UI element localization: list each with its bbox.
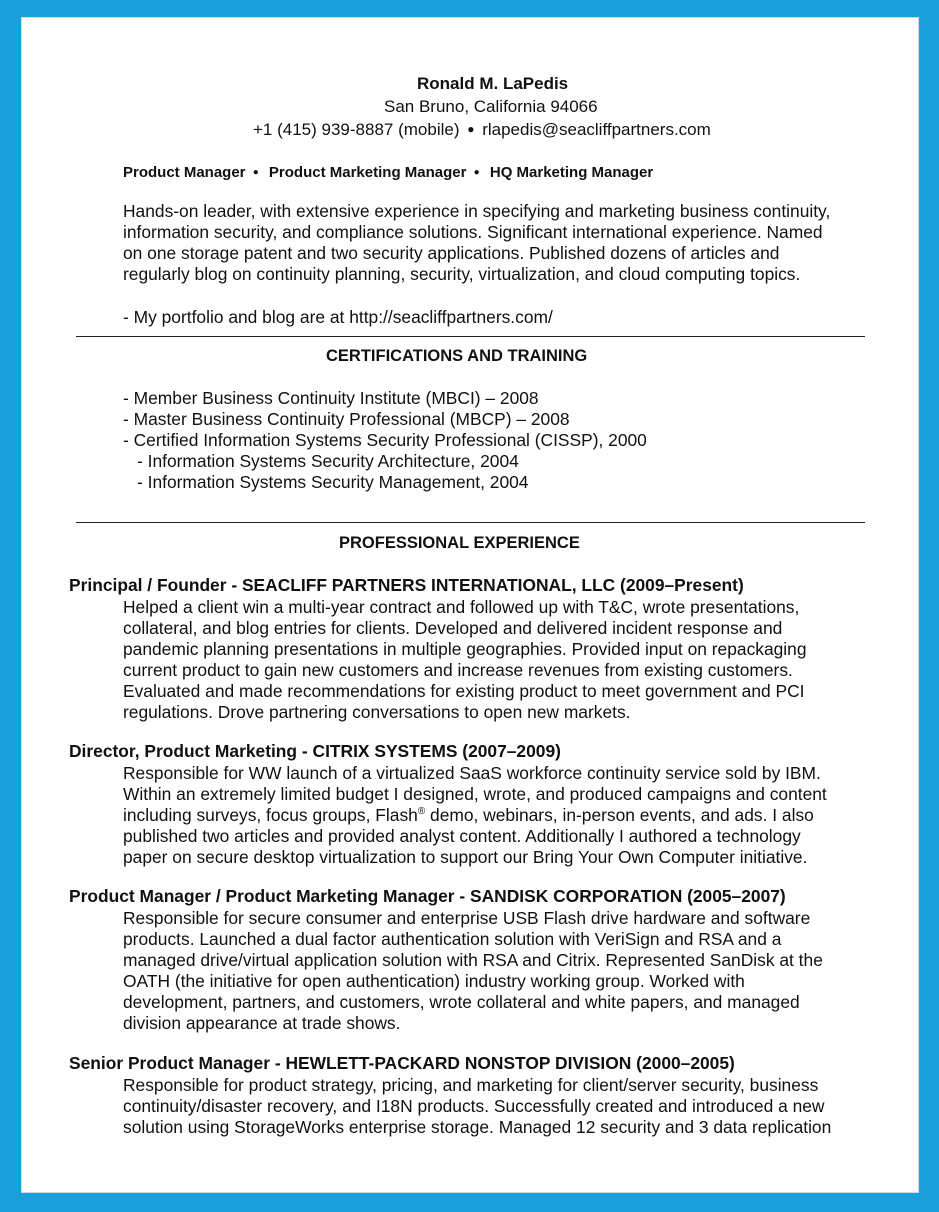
job-line: Responsible for product strategy, pricing, and marketing for client/server security, business	[123, 1075, 819, 1095]
job-description	[123, 908, 823, 1034]
registered-mark: ®	[417, 806, 426, 818]
job-line	[123, 805, 827, 826]
cert-item: - Information Systems Security Management, 2004	[137, 472, 529, 492]
resume-contact-line	[253, 120, 711, 140]
job-description	[123, 597, 807, 723]
bullet-icon: ●	[252, 167, 259, 178]
job-line: Helped a client win a multi-year contract and followed up with T&C, wrote presentations,	[123, 597, 800, 617]
job-description	[123, 1075, 831, 1138]
job-line: paper on secure desktop virtualization to support our Bring Your Own Computer initiative.	[123, 847, 808, 867]
certifications-heading: CERTIFICATIONS AND TRAINING	[326, 347, 588, 365]
job-line: Evaluated and made recommendations for existing product to meet government and PCI	[123, 681, 805, 701]
resume-page	[21, 17, 919, 1193]
job-line: published two articles and provided analyst content. Additionally I authored a technology	[123, 826, 801, 846]
job-line: pandemic planning presentations in multiple geographies. Provided input on repackaging	[123, 639, 807, 659]
bullet-icon: ●	[467, 122, 475, 136]
summary-line: Hands-on leader, with extensive experience in specifying and marketing business continuity,	[123, 201, 831, 221]
job-title: Product Manager / Product Marketing Manager - SANDISK CORPORATION (2005–2007)	[69, 886, 786, 906]
resume-location: San Bruno, California 94066	[384, 97, 598, 116]
summary-line: on one storage patent and two security applications. Published dozens of articles and	[123, 243, 780, 263]
job-line: current product to gain new customers and increase revenues from existing customers.	[123, 660, 793, 680]
portfolio-line: - My portfolio and blog are at http://seacliffpartners.com/	[123, 307, 553, 327]
job-title: Principal / Founder - SEACLIFF PARTNERS INTERNATIONAL, LLC (2009–Present)	[69, 575, 744, 595]
roles-line	[123, 164, 653, 181]
job-line-text: including surveys, focus groups, Flash	[123, 805, 418, 825]
job-line: Responsible for WW launch of a virtualized SaaS workforce continuity service sold by IBM.	[123, 763, 821, 783]
job-title: Senior Product Manager - HEWLETT-PACKARD NONSTOP DIVISION (2000–2005)	[69, 1053, 735, 1073]
job-line: OATH (the initiative for open authentication) industry working group. Worked with	[123, 971, 745, 991]
job-line: Responsible for secure consumer and enterprise USB Flash drive hardware and software	[123, 908, 811, 928]
job-line: continuity/disaster recovery, and I18N products. Successfully created and introduced a new	[123, 1096, 825, 1116]
job-line: collateral, and blog entries for clients. Developed and delivered incident response and	[123, 618, 783, 638]
phone: +1 (415) 939-8887 (mobile)	[253, 120, 460, 139]
role-item: Product Marketing Manager	[268, 164, 467, 181]
email-link[interactable]: rlapedis@seacliffpartners.com	[482, 120, 711, 139]
certifications-list	[123, 388, 647, 493]
experience-heading: PROFESSIONAL EXPERIENCE	[339, 534, 580, 552]
job-line: regulations. Drove partnering conversations to open new markets.	[123, 702, 631, 722]
job-line: division appearance at trade shows.	[123, 1013, 401, 1033]
bullet-icon: ●	[473, 167, 480, 178]
cert-item: - Master Business Continuity Professional (MBCP) – 2008	[123, 409, 570, 429]
section-divider	[76, 522, 865, 523]
job-title: Director, Product Marketing - CITRIX SYSTEMS (2007–2009)	[69, 741, 561, 761]
job-line-text: demo, webinars, in-person events, and ads. I also	[425, 805, 814, 825]
resume-name: Ronald M. LaPedis	[417, 74, 569, 93]
summary-line: regularly blog on continuity planning, security, virtualization, and cloud computing topics.	[123, 264, 801, 284]
cert-item: - Member Business Continuity Institute (MBCI) – 2008	[123, 388, 539, 408]
role-item: Product Manager	[123, 164, 246, 181]
job-line: products. Launched a dual factor authentication solution with VeriSign and RSA and a	[123, 929, 782, 949]
job-description	[123, 763, 827, 868]
summary-paragraph	[123, 201, 830, 285]
cert-item: - Certified Information Systems Security Professional (CISSP), 2000	[123, 430, 647, 450]
role-item: HQ Marketing Manager	[489, 164, 654, 181]
summary-line: information security, and compliance solutions. Significant international experience. Named	[123, 222, 823, 242]
job-line: Within an extremely limited budget I designed, wrote, and produced campaigns and content	[123, 784, 827, 804]
job-line: managed drive/virtual application solution with RSA and Citrix. Represented SanDisk at the	[123, 950, 823, 970]
job-line: solution using StorageWorks enterprise storage. Managed 12 security and 3 data replication	[123, 1117, 832, 1137]
section-divider	[76, 336, 865, 337]
job-line: development, partners, and customers, wrote collateral and white papers, and managed	[123, 992, 800, 1012]
cert-item: - Information Systems Security Architecture, 2004	[137, 451, 519, 471]
